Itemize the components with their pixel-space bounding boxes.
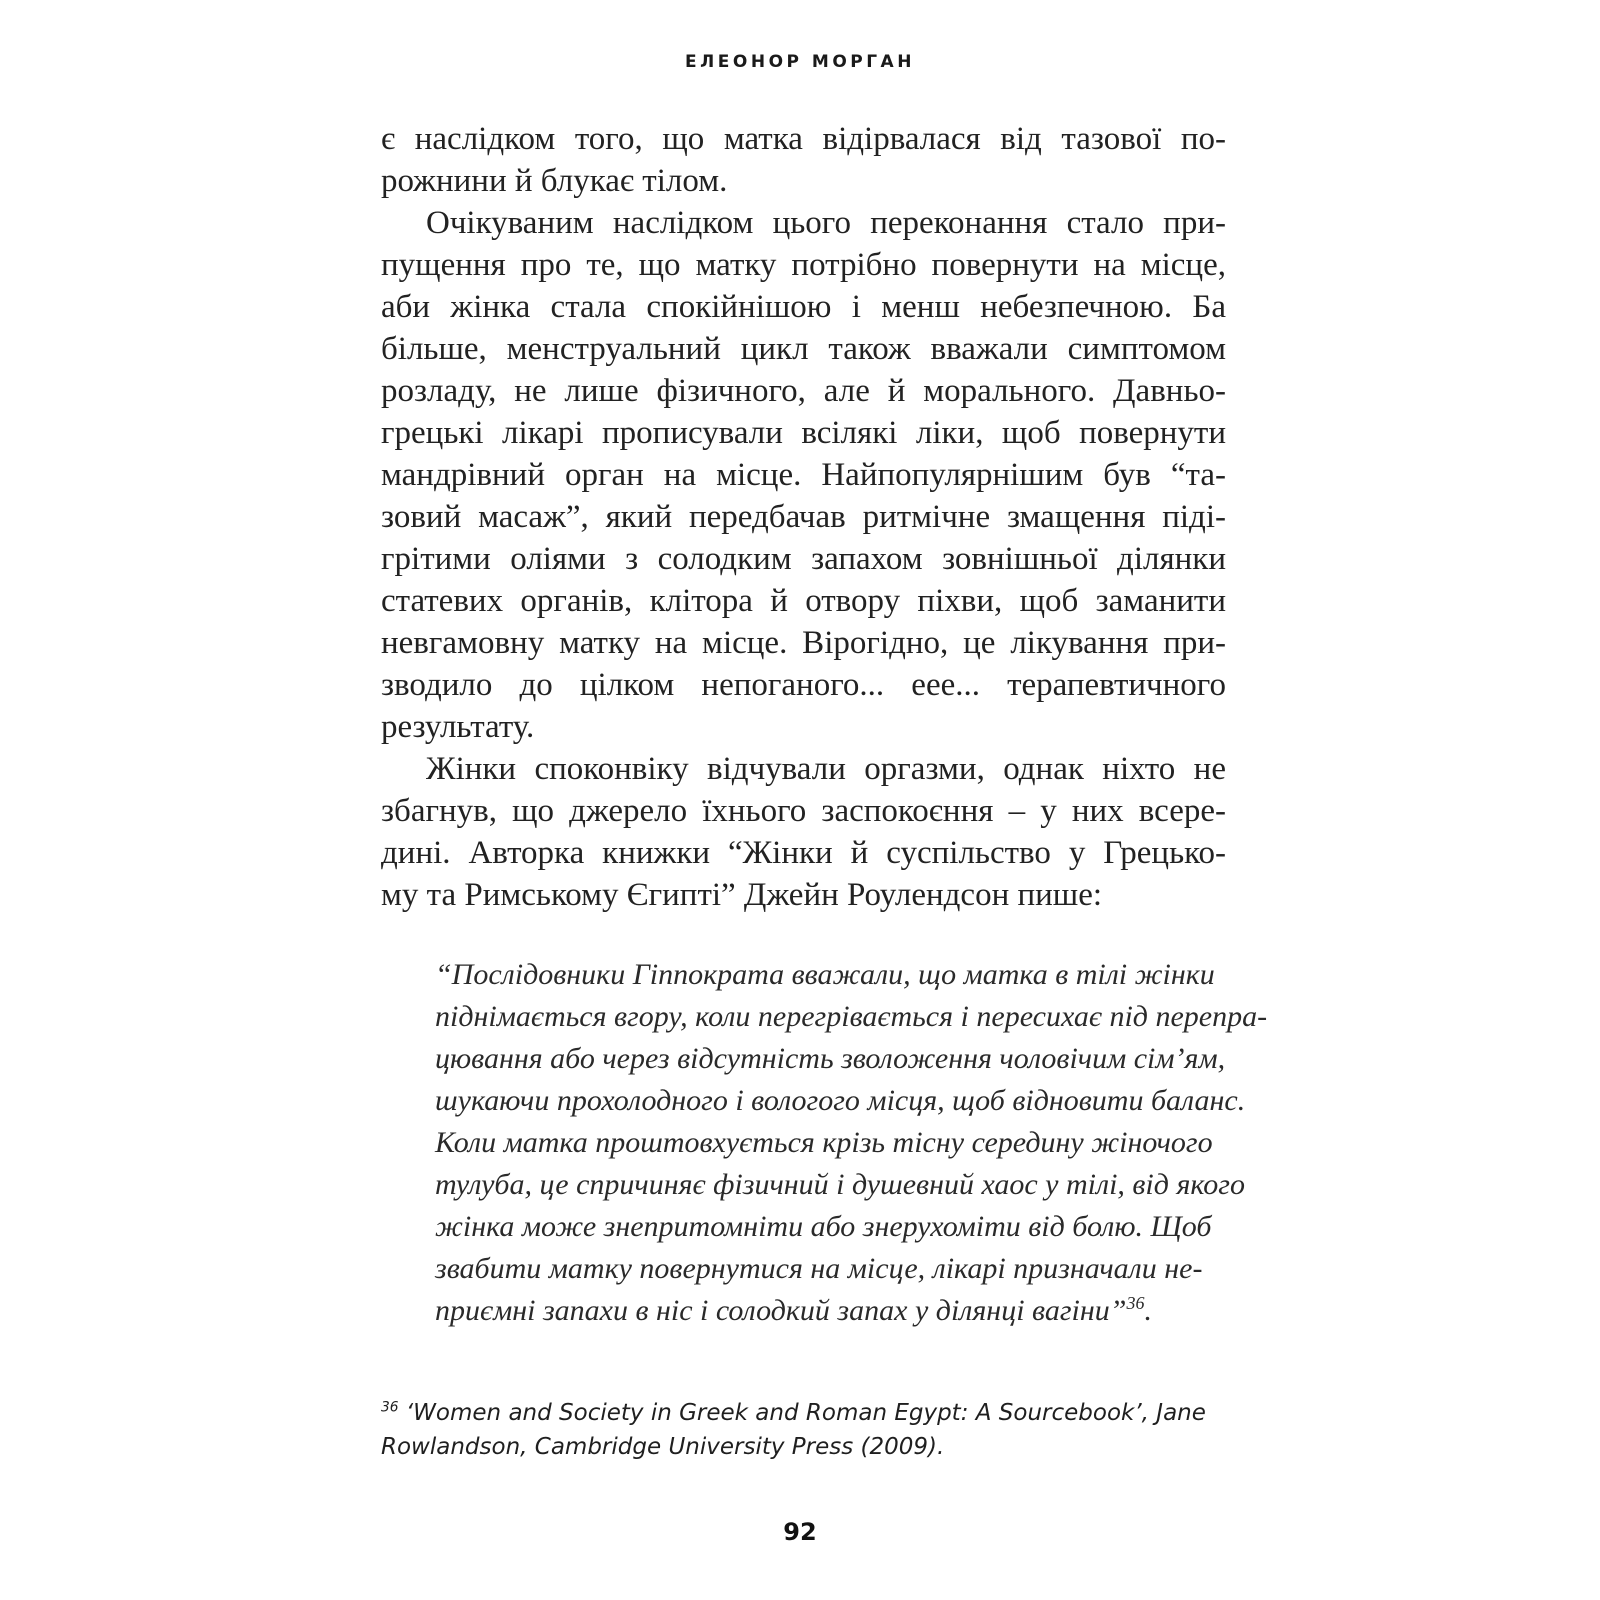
quote-line: цювання або через відсутність зволоження чоловічим сім’ям,	[435, 1042, 1226, 1075]
footnote	[381, 1396, 1211, 1464]
quote-line: піднімається вгору, коли перегрівається і пересихає під перепра-	[435, 1000, 1268, 1033]
footnote-number: 36	[381, 1399, 399, 1416]
body-line: статевих органів, клітора й отвору піхви, щоб заманити	[381, 583, 1226, 619]
body-line: є наслідком того, що матка відірвалася від тазової по-	[381, 121, 1226, 157]
body-line: більше, менструальний цикл також вважали симптомом	[381, 331, 1226, 367]
body-line: мандрівний орган на місце. Найпопулярнішим був “та-	[381, 457, 1226, 493]
body-line: розладу, не лише фізичного, але й морального. Давньо-	[381, 373, 1226, 409]
body-line: невгамовну матку на місце. Вірогідно, це лікування при-	[381, 625, 1226, 661]
quote-last-line	[435, 1290, 1181, 1332]
quote-line: приємні запахи в ніс і солодкий запах у ділянці вагіни”	[435, 1294, 1127, 1327]
body-line: зводило до цілком непоганого... еее... терапевтичного	[381, 667, 1226, 703]
quote-line: “Послідовники Гіппократа вважали, що матка в тілі жінки	[435, 958, 1215, 991]
quote-line: шукаючи прохолодного і вологого місця, щоб відновити баланс.	[435, 1084, 1246, 1117]
body-line: грітими оліями з солодким запахом зовнішньої ділянки	[381, 541, 1226, 577]
page-number: 92	[783, 1518, 817, 1546]
body-line: Жінки споконвіку відчували оргазми, однак ніхто не	[426, 751, 1226, 787]
body-line: пущення про те, що матку потрібно повернути на місце,	[381, 247, 1226, 283]
quote-line: Коли матка проштовхується крізь тісну середину жіночого	[435, 1126, 1213, 1159]
quote-line: жінка може знепритомніти або знерухоміти від болю. Щоб	[435, 1210, 1212, 1243]
body-line: збагнув, що джерело їхнього заспокоєння – у них всере-	[381, 793, 1226, 829]
running-head-author: ЕЛЕОНОР МОРГАН	[685, 52, 915, 72]
body-text	[381, 118, 1226, 916]
footnote-reference: 36	[1126, 1293, 1145, 1313]
body-line: му та Римському Єгипті” Джейн Роулендсон пише:	[381, 877, 1103, 913]
quote-line: тулуба, це спричиняє фізичний і душевний хаос у тілі, від якого	[435, 1168, 1245, 1201]
body-line: зовий масаж”, який передбачав ритмічне змащення піді-	[381, 499, 1226, 535]
body-line: грецькі лікарі прописували всілякі ліки, щоб повернути	[381, 415, 1226, 451]
body-line: аби жінка стала спокійнішою і менш небезпечною. Ба	[381, 289, 1226, 325]
quote-line: звабити матку повернутися на місце, лікарі призначали не-	[435, 1252, 1203, 1285]
body-line: дині. Авторка книжки “Жінки й суспільство у Грецько-	[381, 835, 1226, 871]
body-line: результату.	[381, 709, 535, 745]
quote-end-punctuation: .	[1144, 1294, 1152, 1327]
body-line: рожнини й блукає тілом.	[381, 163, 728, 199]
footnote-line: Rowlandson, Cambridge University Press (2009).	[381, 1434, 945, 1460]
footnote-text: ‘Women and Society in Greek and Roman Egypt: A Sourcebook’, Jane	[405, 1400, 1206, 1426]
block-quote	[435, 954, 1268, 1332]
body-line: Очікуваним наслідком цього переконання стало при-	[426, 205, 1226, 241]
footnote-line	[381, 1396, 1211, 1430]
